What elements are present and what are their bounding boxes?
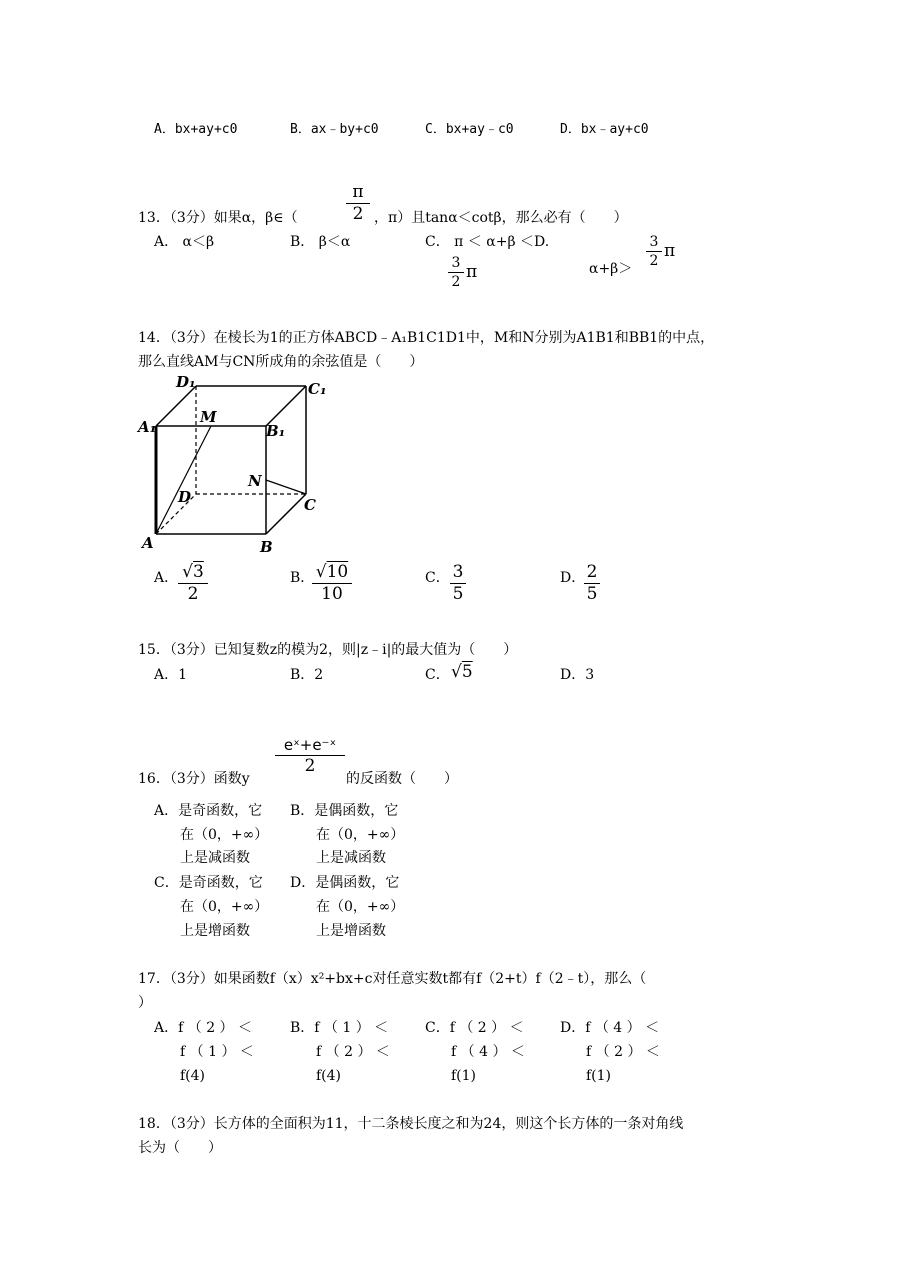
question-stem-rest: ，π）且tanα＜cotβ，那么必有（ ） [374, 210, 628, 226]
denominator: 5 [452, 584, 464, 604]
line-cn [266, 480, 306, 494]
label-d: D [178, 488, 192, 506]
option-c-line3: f(1) [451, 1068, 477, 1084]
label-a: A [142, 534, 154, 552]
sqrt-symbol: √ [315, 562, 327, 582]
denominator: 2 [649, 253, 659, 269]
option-c: C． [425, 667, 450, 683]
option-a-line2: 在（0，+∞） [180, 827, 269, 843]
option-b-line1: B．是偶函数，它 [290, 803, 399, 819]
option-b-line2: f （ 2 ） ＜ [316, 1044, 390, 1060]
edge-a1-d1 [156, 386, 196, 426]
option-a-line1: A．是奇函数，它 [154, 803, 263, 819]
option-d: D．bx﹣ay+c0 [560, 122, 649, 137]
numerator [312, 564, 352, 581]
denominator: 10 [321, 584, 343, 604]
option-b-letter: B． [290, 570, 315, 586]
option-c-line1: C．是奇函数，它 [154, 875, 263, 891]
radicand: 5 [461, 662, 473, 682]
numerator: 3 [451, 255, 461, 271]
option-a-line3: 上是减函数 [180, 850, 250, 866]
numerator: 3 [649, 234, 659, 250]
label-a1: A₁ [138, 418, 157, 436]
label-b: B [260, 538, 273, 556]
option-b: B． β＜α [290, 234, 351, 250]
label-c: C [304, 496, 316, 514]
question-stem-line2: 长为（ ） [138, 1140, 222, 1156]
option-d: D．3 [560, 667, 595, 683]
option-b-fraction [312, 564, 352, 603]
option-a: A．bx+ay+c0 [154, 122, 238, 137]
option-a-line3: f(4) [180, 1068, 206, 1084]
fraction-bar [646, 251, 662, 252]
numerator [178, 564, 208, 581]
sqrt-symbol: √ [451, 662, 462, 682]
question-stem-line2: ） [138, 995, 152, 1011]
option-a-line1: A．f （ 2 ） ＜ [154, 1020, 252, 1036]
cube-figure [136, 370, 336, 560]
numerator: 2 [586, 562, 598, 582]
option-c: C．bx+ay﹣c0 [425, 122, 514, 137]
fraction-3-over-2 [448, 256, 464, 289]
fraction-bar [448, 272, 464, 273]
question-stem-rest: 的反函数（ ） [346, 771, 458, 787]
option-d-line1: D．是偶函数，它 [290, 875, 400, 891]
radicand: 10 [326, 562, 349, 582]
radicand: 3 [193, 562, 204, 582]
edge-b-c [266, 494, 306, 534]
option-b-line2: 在（0，+∞） [316, 827, 405, 843]
option-b-line1: B．f （ 1 ） ＜ [290, 1020, 389, 1036]
question-stem: 13．（3分）如果α，β∈（ [138, 210, 298, 226]
option-c-line2: 在（0，+∞） [180, 899, 269, 915]
option-d-fraction [584, 564, 600, 603]
option-c: C． π ＜ α+β ＜D. [425, 234, 550, 250]
denominator: 2 [187, 584, 199, 604]
option-c-sqrt [451, 664, 473, 681]
question-stem-line2: 那么直线AM与CN所成角的余弦值是（ ） [138, 354, 424, 370]
label-m: M [200, 408, 217, 426]
question-stem-line1: 14．（3分）在棱长为1的正方体ABCD﹣A₁B1C1D1中，M和N分别为A1B1和BB1的中点， [138, 330, 715, 346]
label-d1: D₁ [176, 373, 196, 391]
fraction-e-expression [275, 738, 345, 775]
line-am [156, 426, 211, 534]
option-a-fraction [178, 564, 208, 603]
sqrt-symbol: √ [182, 562, 193, 582]
label-c1: C₁ [308, 380, 327, 398]
option-c-line1: C．f （ 2 ） ＜ [425, 1020, 524, 1036]
numerator: 3 [452, 562, 464, 582]
option-c-fraction [450, 564, 466, 603]
option-d-line1: D．f （ 4 ） ＜ [560, 1020, 660, 1036]
option-b-line3: 上是减函数 [316, 850, 386, 866]
option-a: A． α＜β [154, 234, 215, 250]
question-stem-line1: 18．（3分）长方体的全面积为11，十二条棱长度之和为24，则这个长方体的一条对角线 [138, 1116, 684, 1132]
fraction-pi-over-2 [346, 184, 370, 223]
question-stem-line1: 17．（3分）如果函数f（x）x²+bx+c对任意实数t都有f（2+t）f（2﹣t），那么（ [138, 971, 647, 987]
question-stem: 16．（3分）函数y [138, 771, 250, 787]
fraction-3-over-2-d [646, 235, 662, 268]
option-a-line2: f （ 1 ） ＜ [180, 1044, 254, 1060]
option-c-letter: C． [425, 570, 450, 586]
option-c-line3: 上是增函数 [180, 923, 250, 939]
pi-symbol: π [466, 262, 478, 282]
option-b: B．ax﹣by+c0 [290, 122, 379, 137]
denominator: 2 [451, 274, 461, 290]
option-a: A．1 [154, 667, 188, 683]
edge-b1-c1 [266, 386, 306, 426]
numerator: eˣ+e⁻ˣ [283, 736, 337, 754]
option-d-line2: 在（0，+∞） [316, 899, 405, 915]
option-d-line3: f(1) [586, 1068, 612, 1084]
label-n: N [248, 472, 262, 490]
option-d: α+β＞ [589, 261, 633, 277]
question-stem: 15．（3分）已知复数z的模为2，则|z﹣i|的最大值为（ ） [138, 642, 518, 658]
option-b: B．2 [290, 667, 324, 683]
label-b1: B₁ [266, 422, 286, 440]
option-c-line2: f （ 4 ） ＜ [451, 1044, 525, 1060]
option-d-line3: 上是增函数 [316, 923, 386, 939]
option-d-line2: f （ 2 ） ＜ [586, 1044, 660, 1060]
option-b-line3: f(4) [316, 1068, 342, 1084]
denominator: 2 [304, 756, 316, 776]
pi-symbol: π [664, 241, 676, 261]
option-d-letter: D． [560, 570, 586, 586]
option-a-letter: A． [154, 570, 179, 586]
denominator: 2 [352, 204, 364, 224]
denominator: 5 [586, 584, 598, 604]
numerator: π [352, 182, 364, 202]
